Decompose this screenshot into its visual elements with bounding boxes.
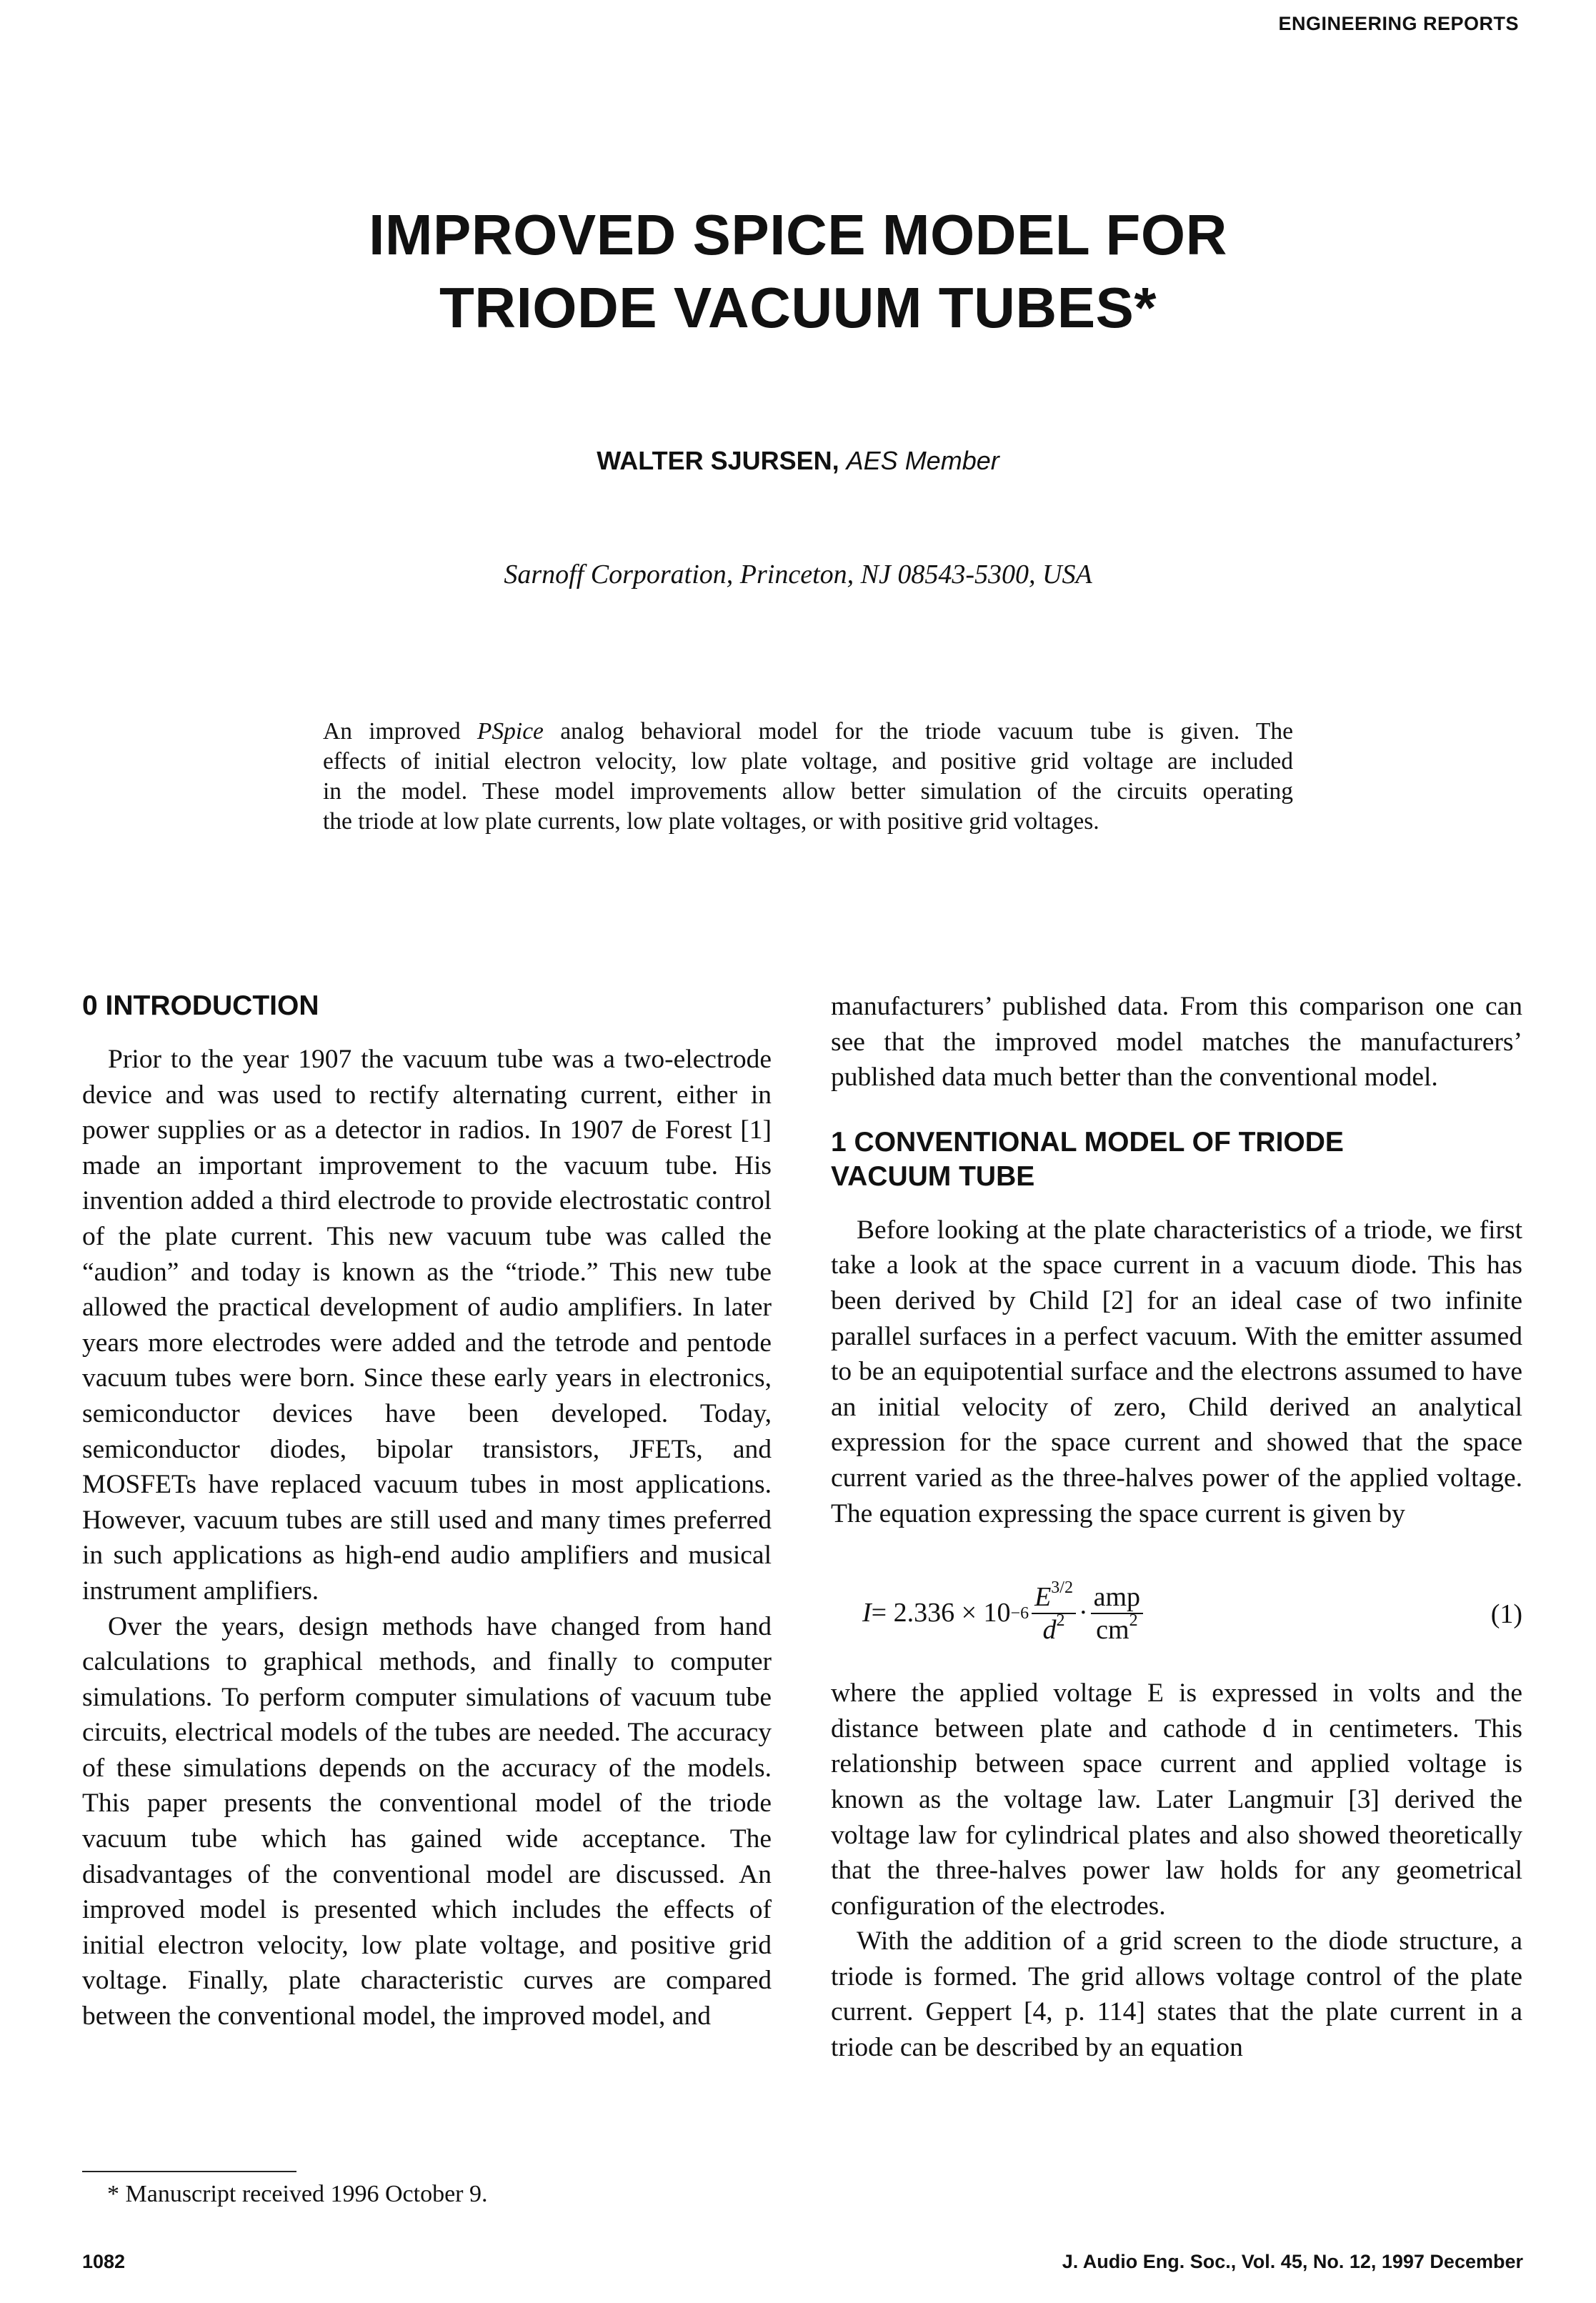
intro-paragraph-2: Over the years, design methods have changed from hand calculations to graphical methods, and finally to computer simulations. To perform computer simulations of vacuum tube circuits, electrical models of the tubes are needed. The accuracy of these simulations depends on the accuracy of the models. This paper presents the conventional model of the triode vacuum tube which has gained wide acceptance. The disadvantages of the conventional model are discussed. An improved model is presented which includes the effects of initial electron velocity, low plate voltage, and positive grid voltage. Finally, plate characteristic curves are compared between the conventional model, the improved model, and: [82, 1611, 772, 2031]
abstract-line-1: An improved PSpice analog behavioral model for the triode vacuum tube is given. The: [323, 718, 1293, 745]
eq-lhs: I: [862, 1598, 872, 1628]
journal-citation: J. Audio Eng. Soc., Vol. 45, No. 12, 1997 December: [1062, 2251, 1523, 2272]
intro-paragraph-1: Prior to the year 1907 the vacuum tube was a two-electrode device and was used to rectify alternating current, either in power supplies or as a detector in radios. In 1907 de Forest [1] made an important improvement to the vacuum tube. His invention added a third electrode to provide electrostatic control of the plate current. This new vacuum tube was called the “audion” and today is known as the “triode.” This new tube allowed the practical development of audio amplifiers. In later years more electrodes were added and the tetrode and pentode vacuum tubes were born. Since these early years in electronics, semiconductor devices have been developed. Today, semiconductor diodes, bipolar transistors, JFETs, and MOSFETs have replaced vacuum tubes in most applications. However, vacuum tubes are still used and many times preferred in such applications as high-end audio amplifiers and musical instrument amplifiers.: [82, 1045, 772, 1606]
right-column: [831, 989, 1522, 2066]
eq-fraction-units: $\frac{\text{amp}}{cm^2}$: [1091, 1581, 1143, 1646]
title-line-1: IMPROVED SPICE MODEL FOR: [369, 203, 1227, 267]
author-line: [0, 446, 1596, 476]
conventional-paragraph-2: where the applied voltage E is expressed in volts and the distance between plate and cathode d in centimeters. This relationship between space current and applied voltage is known as the voltage law. Later Langmuir [3] derived the voltage law for cylindrical plates and also showed theoretically that the three-halves power law holds for any geometrical configuration of the electrodes.: [831, 1678, 1522, 1921]
abstract: [323, 717, 1293, 837]
section-header: ENGINEERING REPORTS: [1278, 13, 1519, 34]
conventional-paragraph-3: With the addition of a grid screen to the diode structure, a triode is formed. The grid allows voltage control of the plate current. Geppert [4, p. 114] states that the plate current in a triode can be described by an equation: [831, 1926, 1522, 2063]
pspice-term: PSpice: [477, 718, 544, 745]
title-line-2: TRIODE VACUUM TUBES*: [439, 276, 1157, 339]
page-number: 1082: [82, 2251, 126, 2272]
paper-title: [0, 199, 1596, 344]
eq-constant: = 2.336 × 10: [871, 1598, 1011, 1628]
author-name: WALTER SJURSEN,: [597, 446, 839, 475]
eq-fraction-voltage: $\frac{E^{3/2}}{d^2}$: [1032, 1581, 1076, 1646]
left-column: [82, 989, 772, 2034]
abstract-line-3: in the model. These model improvements allow better simulation of the circuits operating: [323, 778, 1293, 805]
footnote-divider: [82, 2171, 296, 2172]
section-heading-conventional-model: 1 CONVENTIONAL MODEL OF TRIODE VACUUM TUBE: [831, 1126, 1344, 1192]
author-membership: AES Member: [846, 446, 999, 475]
eq-dot: ·: [1078, 1598, 1088, 1628]
section-heading-introduction: 0 INTRODUCTION: [82, 990, 319, 1021]
affiliation: Sarnoff Corporation, Princeton, NJ 08543-5300, USA: [504, 559, 1092, 590]
equation-body: I = 2.336 × 10 −6 $\frac{E^{3/2}}{d^2}$ · $\frac{\text{amp}}{cm^2}$: [862, 1567, 1146, 1660]
equation-1: [831, 1561, 1522, 1668]
intro-paragraph-continued: manufacturers’ published data. From this comparison one can see that the improved model matches the manufacturers’ published data much better than the conventional model.: [831, 992, 1522, 1093]
equation-number: (1): [1490, 1599, 1522, 1630]
footnote: * Manuscript received 1996 October 9.: [107, 2181, 488, 2207]
abstract-line-2: effects of initial electron velocity, low plate voltage, and positive grid voltage are included: [323, 748, 1293, 775]
conventional-paragraph-1: Before looking at the plate characteristics of a triode, we first take a look at the space current in a vacuum diode. This has been derived by Child [2] for an ideal case of two infinite parallel surfaces in a perfect vacuum. With the emitter assumed to be an equipotential surface and the electrons assumed to have an initial velocity of zero, Child derived an analytical expression for the space current and showed that the space current varied as the three-halves power of the applied voltage. The equation expressing the space current is given by: [831, 1215, 1522, 1528]
abstract-line-4: the triode at low plate currents, low plate voltages, or with positive grid voltages.: [323, 808, 1099, 835]
